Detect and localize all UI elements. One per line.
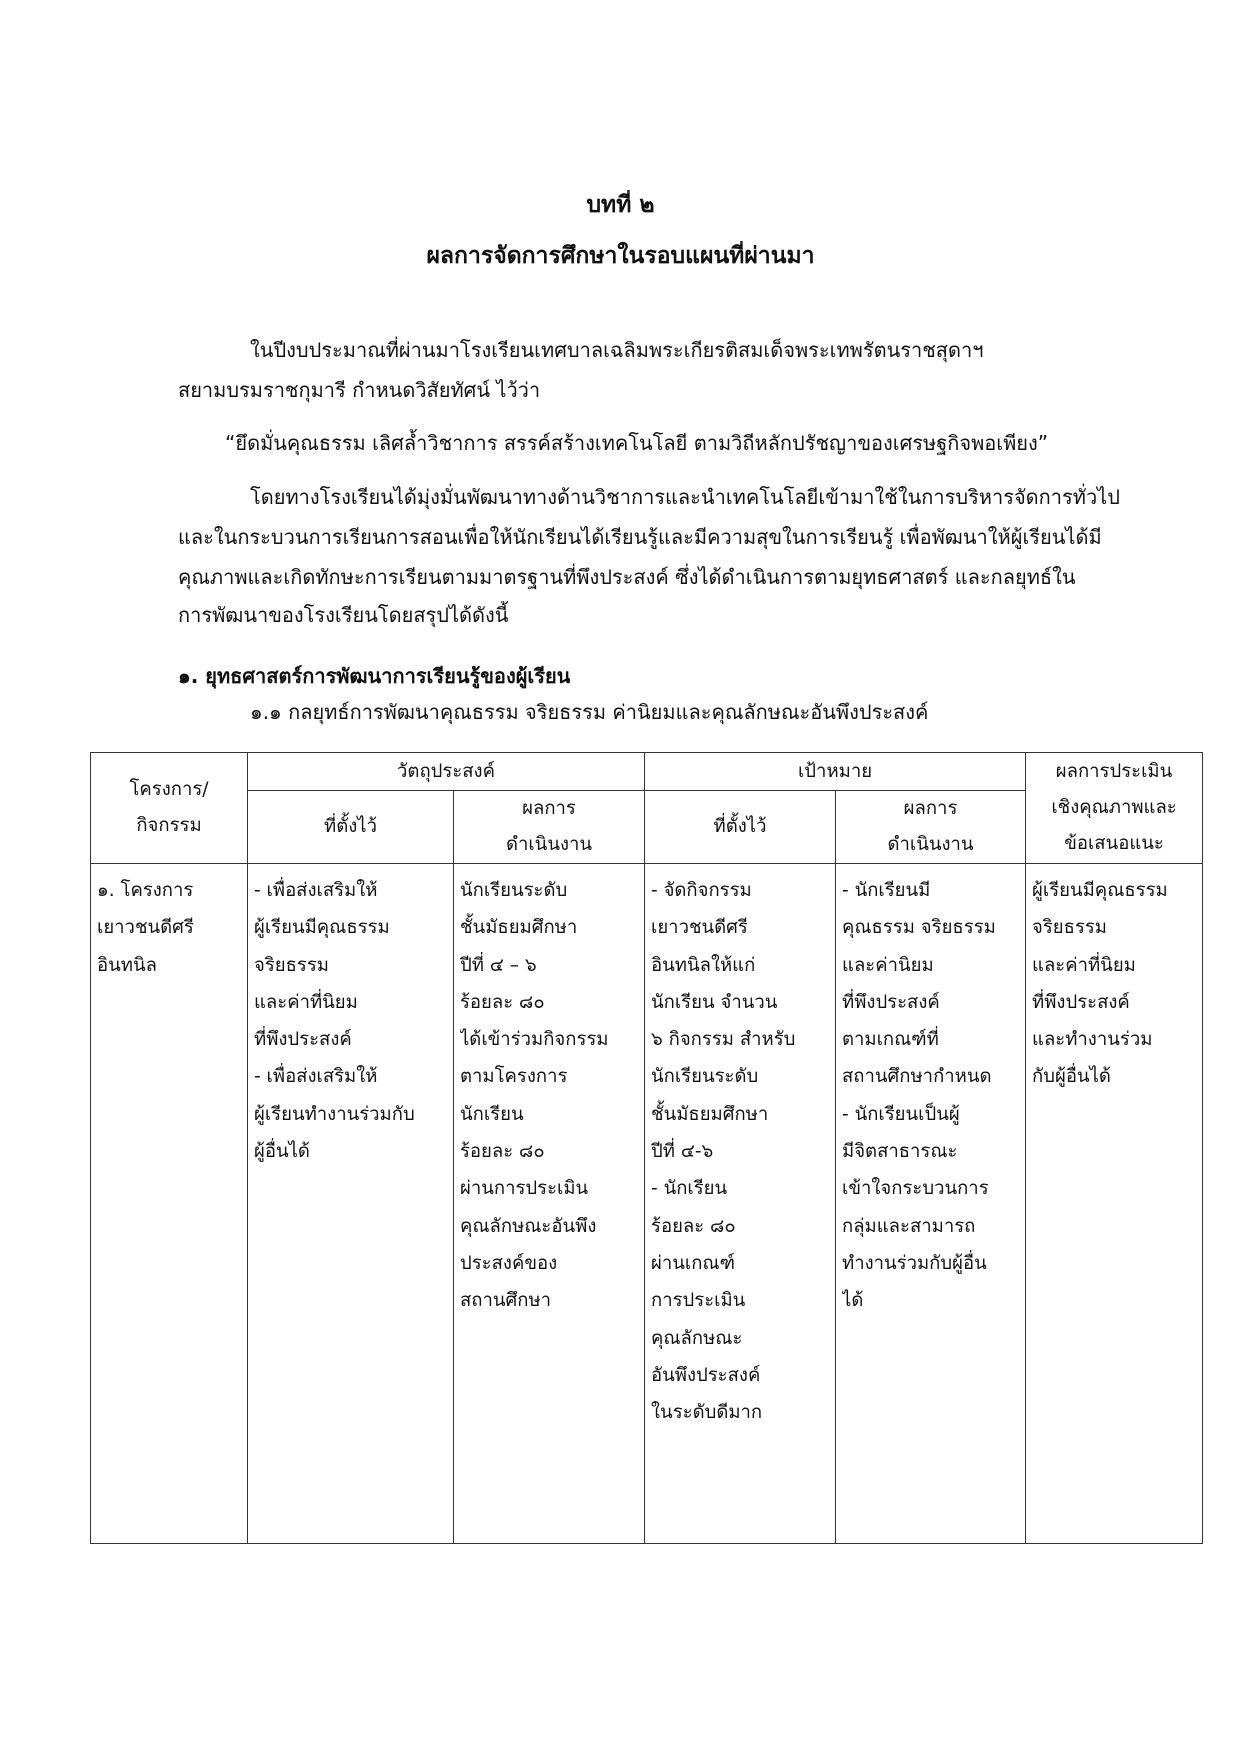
- cell-line: คุณธรรม จริยธรรม: [842, 917, 996, 939]
- cell-line: ผลการ: [903, 798, 958, 819]
- cell-line: ผู้เรียนมีคุณธรรม: [1032, 880, 1168, 901]
- cell-line: ดำเนินงาน: [505, 834, 593, 855]
- strategy-table: [90, 752, 1203, 1544]
- cell-line: ที่พึงประสงค์: [1032, 991, 1130, 1013]
- cell-line: กลุ่มและสามารถ: [842, 1215, 976, 1237]
- cell-line: อินทนิลให้แก่: [651, 954, 756, 976]
- table-row: [91, 864, 1203, 1544]
- cell-line: ปีที่ ๔-๖: [651, 1141, 714, 1163]
- cell-evaluation: [1026, 864, 1203, 1544]
- cell-line: ร้อยละ ๘๐: [460, 991, 545, 1013]
- cell-line: ดำเนินงาน: [887, 834, 974, 855]
- cell-line: นักเรียน จำนวน: [651, 991, 778, 1013]
- cell-line: เยาวชนดีศรี: [97, 917, 194, 939]
- intro-line: สยามบรมราชกุมารี กำหนดวิสัยทัศน์ ไว้ว่า: [178, 378, 541, 402]
- cell-target-result: [836, 864, 1026, 1544]
- body-line: โดยทางโรงเรียนได้มุ่งมั่นพัฒนาทางด้านวิชาการและนำเทคโนโลยีเข้ามาใช้ในการบริหารจัดการทั่วไป: [250, 485, 1120, 509]
- cell-line: ประสงค์ของ: [460, 1252, 558, 1274]
- cell-line: และค่านิยม: [842, 954, 934, 976]
- header-project: [91, 753, 248, 864]
- cell-line: โครงการ/: [129, 779, 209, 800]
- header-objective: [248, 753, 645, 791]
- cell-line: ทำงานร่วมกับผู้อื่น: [842, 1252, 987, 1274]
- header-set-label: ที่ตั้งไว้: [713, 816, 767, 837]
- cell-line: ผลการ: [522, 798, 576, 819]
- header-target-set: [645, 791, 836, 864]
- cell-line: ได้เข้าร่วมกิจกรรม: [460, 1029, 609, 1051]
- cell-line: นักเรียน: [460, 1103, 524, 1125]
- cell-line: กับผู้อื่นได้: [1032, 1066, 1111, 1088]
- body-line: คุณภาพและเกิดทักษะการเรียนตามมาตรฐานที่พึงประสงค์ ซึ่งได้ดำเนินการตามยุทธศาสตร์ และกลยุทธ์ใน: [178, 565, 1076, 589]
- cell-line: อันพึงประสงค์: [651, 1364, 761, 1386]
- chapter-subtitle: ผลการจัดการศึกษาในรอบแผนที่ผ่านมา: [426, 243, 815, 269]
- cell-line: การประเมิน: [651, 1290, 746, 1312]
- cell-line: ที่พึงประสงค์: [254, 1029, 352, 1051]
- cell-line: จริยธรรม: [254, 954, 329, 976]
- cell-line: ข้อเสนอแนะ: [1064, 833, 1164, 854]
- vision-statement: “ยึดมั่นคุณธรรม เลิศล้ำวิชาการ สรรค์สร้างเทคโนโลยี ตามวิถีหลักปรัชญาของเศรษฐกิจพอเพียง”: [225, 431, 1049, 455]
- cell-line: นักเรียนระดับ: [651, 1066, 759, 1088]
- cell-line: ผ่านการประเมิน: [460, 1178, 589, 1200]
- cell-line: ร้อยละ ๘๐: [651, 1215, 736, 1237]
- cell-line: ตามเกณฑ์ที่: [842, 1029, 939, 1051]
- cell-line: ร้อยละ ๘๐: [460, 1141, 545, 1163]
- header-target-label: เป้าหมาย: [797, 760, 873, 782]
- cell-line: ได้: [842, 1290, 864, 1312]
- cell-line: สถานศึกษากำหนด: [842, 1066, 992, 1088]
- cell-line: กิจกรรม: [136, 815, 202, 836]
- cell-line: และค่าที่นิยม: [254, 991, 358, 1013]
- header-objective-result: [454, 791, 645, 864]
- cell-line: ที่พึงประสงค์: [842, 991, 940, 1013]
- cell-line: ชั้นมัธยมศึกษา: [460, 917, 578, 939]
- cell-line: - นักเรียนมี: [842, 880, 931, 901]
- header-set-label: ที่ตั้งไว้: [324, 816, 377, 837]
- cell-line: ผู้อื่นได้: [254, 1141, 310, 1163]
- cell-line: และค่าที่นิยม: [1032, 954, 1136, 976]
- cell-line: เข้าใจกระบวนการ: [842, 1178, 989, 1200]
- cell-line: ผลการประเมิน: [1055, 761, 1173, 782]
- cell-line: - นักเรียน: [651, 1178, 728, 1200]
- intro-line: ในปีงบประมาณที่ผ่านมาโรงเรียนเทศบาลเฉลิมพระเกียรติสมเด็จพระเทพรัตนราชสุดาฯ: [250, 338, 984, 362]
- cell-line: ในระดับดีมาก: [651, 1402, 763, 1424]
- cell-line: เยาวชนดีศรี: [651, 917, 748, 939]
- cell-line: - นักเรียนเป็นผู้: [842, 1103, 960, 1125]
- cell-project: [91, 864, 248, 1544]
- header-target: [645, 753, 1026, 791]
- cell-line: - เพื่อส่งเสริมให้: [254, 1066, 378, 1088]
- header-evaluation: [1026, 753, 1203, 864]
- cell-line: ตามโครงการ: [460, 1066, 568, 1088]
- cell-target-set: [645, 864, 836, 1544]
- cell-line: เชิงคุณภาพและ: [1051, 797, 1177, 818]
- cell-line: ชั้นมัธยมศึกษา: [651, 1103, 769, 1125]
- section-heading: ๑. ยุทธศาสตร์การพัฒนาการเรียนรู้ของผู้เรียน: [178, 664, 571, 688]
- chapter-title: บทที่ ๒: [586, 192, 655, 218]
- cell-line: ๖ กิจกรรม สำหรับ: [651, 1029, 796, 1051]
- cell-line: นักเรียนระดับ: [460, 880, 568, 901]
- cell-line: - เพื่อส่งเสริมให้: [254, 880, 378, 901]
- header-objective-set: [248, 791, 454, 864]
- section-subheading: ๑.๑ กลยุทธ์การพัฒนาคุณธรรม จริยธรรม ค่านิยมและคุณลักษณะอันพึงประสงค์: [250, 700, 929, 724]
- cell-line: ปีที่ ๔ – ๖: [460, 954, 537, 976]
- cell-line: คุณลักษณะอันพึง: [460, 1215, 597, 1237]
- cell-line: และทำงานร่วม: [1032, 1029, 1153, 1051]
- cell-line: อินทนิล: [97, 954, 157, 976]
- cell-line: สถานศึกษา: [460, 1290, 552, 1312]
- cell-line: ผู้เรียนทำงานร่วมกับ: [254, 1103, 415, 1125]
- cell-objective-set: [248, 864, 454, 1544]
- cell-line: ผ่านเกณฑ์: [651, 1252, 735, 1274]
- cell-line: - จัดกิจกรรม: [651, 880, 752, 901]
- cell-line: ผู้เรียนมีคุณธรรม: [254, 917, 390, 939]
- cell-line: ๑. โครงการ: [97, 880, 194, 901]
- cell-objective-result: [454, 864, 645, 1544]
- header-target-result: [836, 791, 1026, 864]
- body-line: การพัฒนาของโรงเรียนโดยสรุปได้ดังนี้: [178, 603, 509, 627]
- cell-line: จริยธรรม: [1032, 917, 1108, 939]
- cell-line: มีจิตสาธารณะ: [842, 1141, 958, 1163]
- body-line: และในกระบวนการเรียนการสอนเพื่อให้นักเรียนได้เรียนรู้และมีความสุขในการเรียนรู้ เพื่อพัฒนาให้ผู้เรียนได้มี: [178, 525, 1102, 549]
- header-objective-label: วัตถุประสงค์: [397, 760, 495, 782]
- cell-line: คุณลักษณะ: [651, 1327, 743, 1349]
